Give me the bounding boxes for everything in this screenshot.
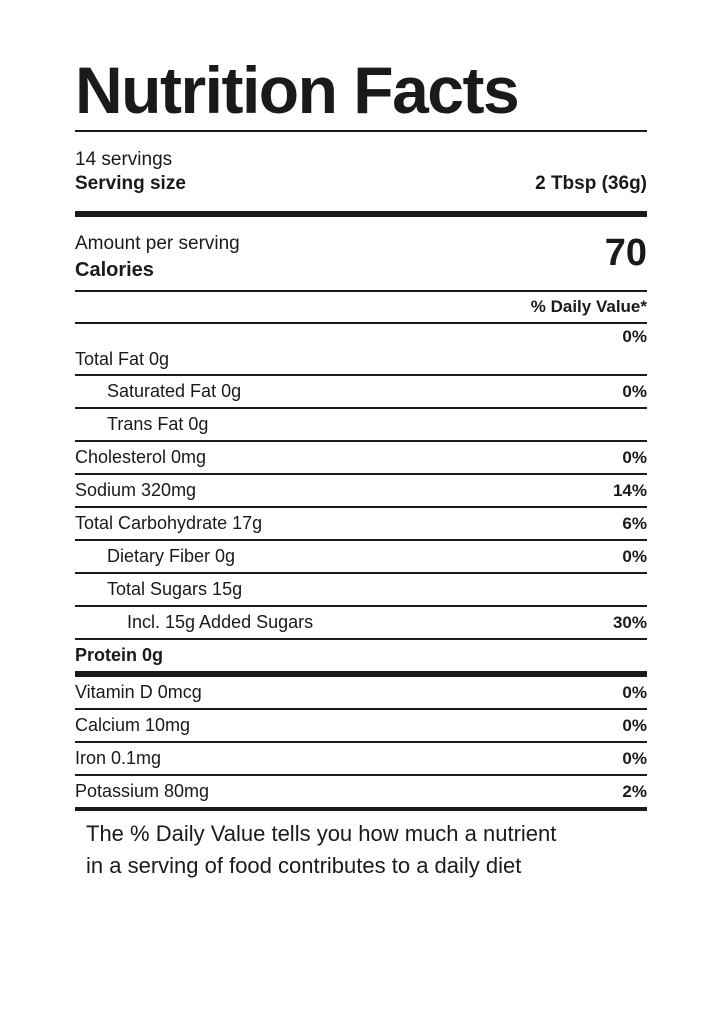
vitamin-dv: 0%	[622, 715, 647, 735]
nutrient-row	[75, 409, 647, 442]
title-divider	[75, 130, 647, 132]
nutrient-dv: 0%	[622, 327, 647, 346]
nutrient-row	[75, 475, 647, 508]
nutrient-row	[75, 541, 647, 574]
serving-size-value: 2 Tbsp (36g)	[535, 173, 647, 194]
vitamin-dv: 2%	[622, 781, 647, 801]
nutrient-dv: 30%	[612, 612, 647, 632]
nutrient-row	[75, 574, 647, 607]
nutrient-dv: 6%	[622, 513, 647, 533]
nutrient-name: Cholesterol 0mg	[75, 447, 207, 467]
nutrient-row	[75, 442, 647, 475]
nutrient-row	[75, 324, 647, 376]
vitamin-row	[75, 776, 647, 807]
nutrient-row	[75, 508, 647, 541]
nutrient-list	[75, 324, 647, 671]
daily-value-footnote: The % Daily Value tells you how much a nutrient in a serving of food contributes to a daily diet	[86, 821, 557, 878]
serving-size-label: Serving size	[75, 173, 186, 194]
vitamin-name: Potassium 80mg	[75, 781, 210, 801]
nutrient-name: Protein 0g	[75, 645, 164, 665]
vitamin-dv: 0%	[622, 682, 647, 702]
vitamin-row	[75, 677, 647, 710]
label-title: Nutrition Facts	[75, 53, 519, 127]
vitamin-dv: 0%	[622, 748, 647, 768]
vitamin-name: Vitamin D 0mcg	[75, 682, 202, 702]
nutrient-row	[75, 640, 647, 671]
vitamin-name: Iron 0.1mg	[75, 748, 162, 768]
nutrient-row	[75, 376, 647, 409]
nutrient-name: Total Fat 0g	[75, 349, 170, 369]
serving-size-row	[75, 171, 647, 197]
nutrient-row	[75, 607, 647, 640]
calories-label: Calories	[75, 259, 154, 281]
bottom-divider	[75, 807, 647, 811]
nutrient-name: Incl. 15g Added Sugars	[127, 612, 314, 632]
vitamin-row	[75, 710, 647, 743]
nutrition-facts-label	[75, 50, 647, 811]
nutrient-name: Sodium 320mg	[75, 480, 197, 500]
vitamin-name: Calcium 10mg	[75, 715, 191, 735]
nutrient-name: Saturated Fat 0g	[107, 381, 242, 401]
servings-count: 14 servings	[75, 149, 173, 170]
vitamin-list	[75, 677, 647, 807]
nutrient-dv: 0%	[622, 447, 647, 467]
daily-value-header: % Daily Value*	[530, 297, 647, 316]
amount-per-serving: Amount per serving	[75, 233, 240, 254]
nutrient-name: Dietary Fiber 0g	[107, 546, 236, 566]
nutrient-dv: 0%	[622, 546, 647, 566]
nutrient-name: Total Sugars 15g	[107, 579, 243, 599]
calories-block	[75, 217, 647, 290]
calories-value: 70	[604, 232, 647, 274]
nutrient-name: Total Carbohydrate 17g	[75, 513, 263, 533]
nutrient-dv: 14%	[612, 480, 647, 500]
nutrient-name: Trans Fat 0g	[107, 414, 209, 434]
nutrient-dv: 0%	[622, 381, 647, 401]
vitamin-row	[75, 743, 647, 776]
